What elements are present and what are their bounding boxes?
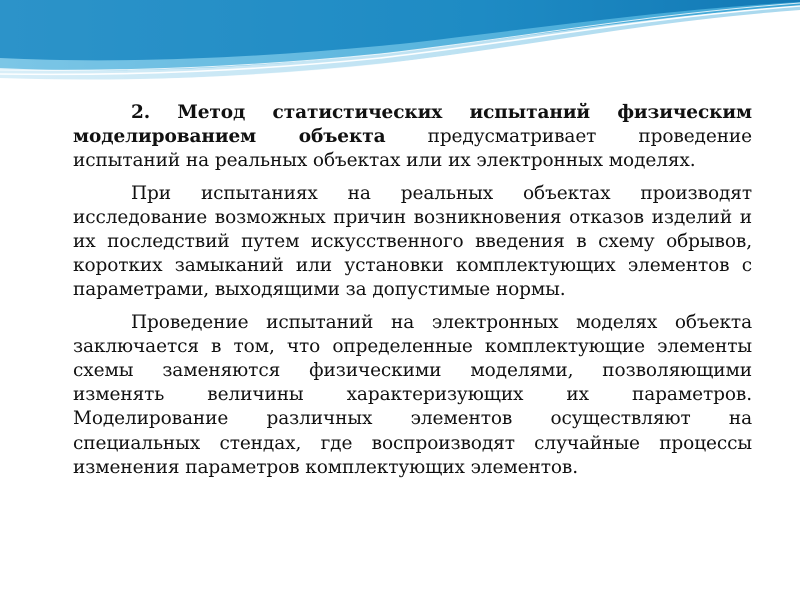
decorative-wave-header [0, 0, 800, 95]
paragraph-1-bold-lead: 2. Метод статистических испытаний физическим моделированием объекта [73, 102, 752, 148]
paragraph-2: При испытаниях на реальных объектах производят исследование возможных причин возникновения отказов изделий и их последствий путем искусственного введения в схему обрывов, коротких замыканий или установки комплектующих элементов с параметрами, выходящими за допустимые нормы. [73, 182, 752, 301]
slide-body [73, 101, 752, 488]
paragraph-3: Проведение испытаний на электронных моделях объекта заключается в том, что определенные комплектующие элементы схемы заменяются физическими моделями, позволяющими изменять величины характеризующих их параметров. Моделирование различных элементов осуществляют на специальных стендах, где воспроизводят случайные процессы изменения параметров комплектующих элементов. [73, 311, 752, 478]
paragraph-1 [73, 101, 752, 174]
paragraph-1-rest: предусматривает проведение испытаний на реальных объектах или их электронных моделях. [73, 126, 753, 172]
